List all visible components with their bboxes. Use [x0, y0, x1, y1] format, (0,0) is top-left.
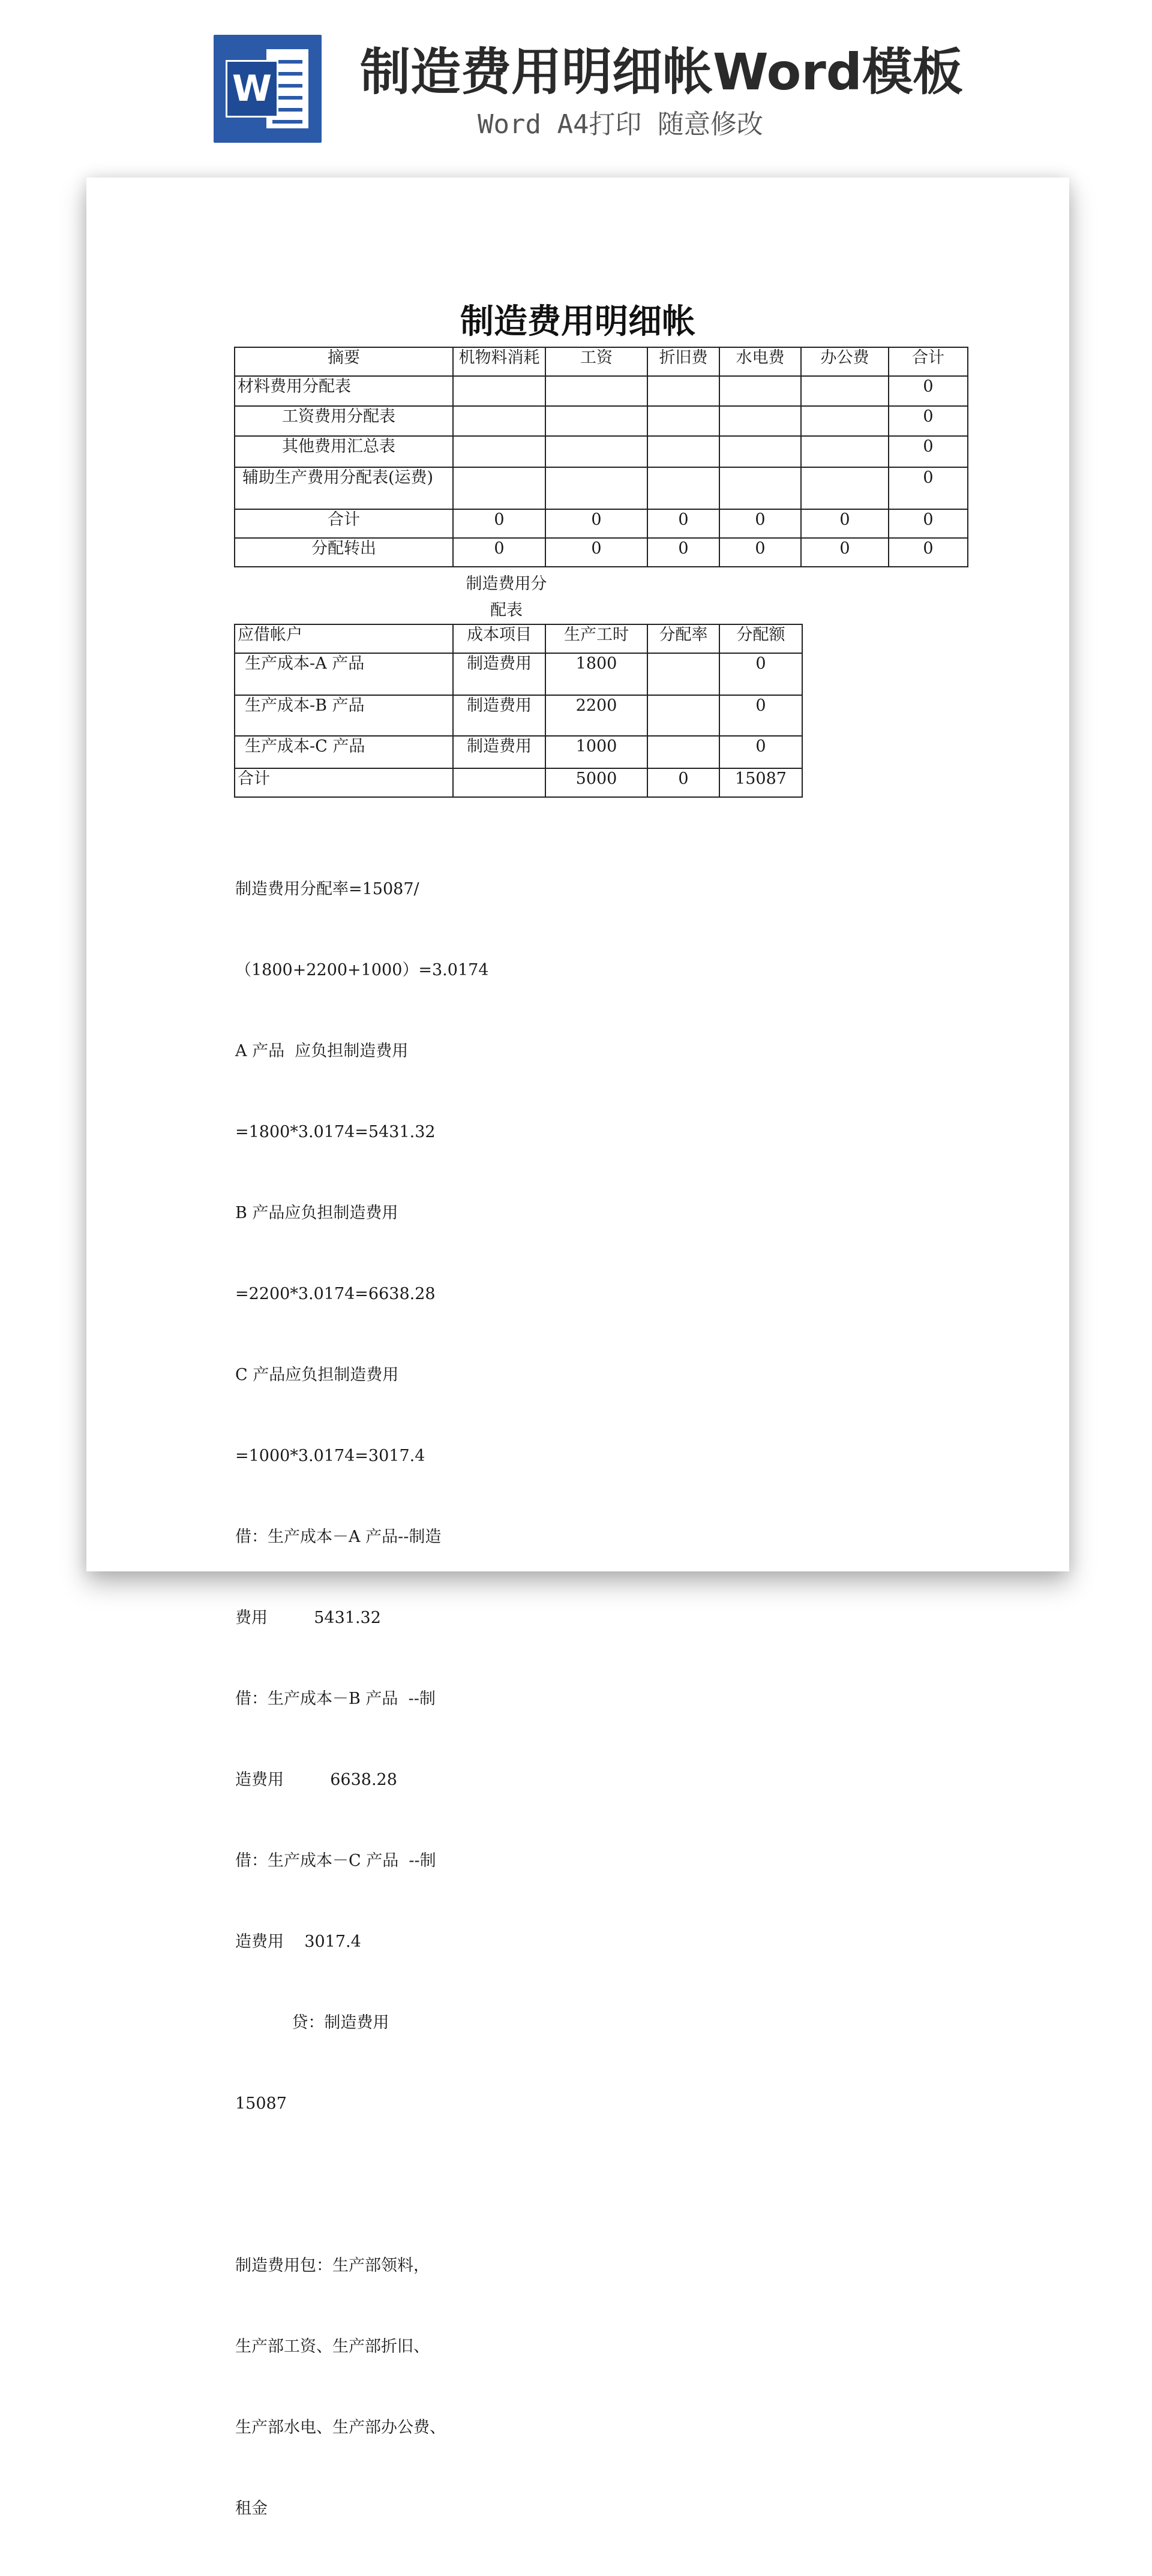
table-cell: 生产成本-C 产品 — [235, 736, 453, 768]
header-cell: 办公费 — [801, 347, 889, 376]
table-cell — [647, 406, 719, 436]
table-cell — [453, 376, 545, 406]
banner — [0, 0, 1152, 156]
word-icon-letter: W — [232, 68, 272, 110]
note-line: 费用 5431.32 — [235, 1609, 381, 1627]
table-row — [235, 538, 968, 567]
document-title: 制造费用明细帐 — [460, 302, 695, 341]
note-line: 借：生产成本－A 产品--制造 — [235, 1528, 442, 1546]
table-row — [235, 736, 802, 768]
table-cell: 0 — [719, 538, 801, 567]
caption-line: 制造费用分 — [466, 575, 547, 593]
note-line: =2200*3.0174=6638.28 — [235, 1285, 436, 1303]
table-cell: 生产成本-A 产品 — [235, 653, 453, 695]
table-row — [235, 406, 968, 436]
table-cell: 0 — [647, 538, 719, 567]
header-cell: 分配额 — [719, 624, 802, 653]
note-line: 制造费用分配率=15087/ — [235, 880, 419, 898]
table-cell — [453, 436, 545, 467]
table-cell — [453, 768, 545, 797]
table-row — [235, 653, 802, 695]
table-cell — [801, 376, 889, 406]
note-line: 制造费用包：生产部领料， — [235, 2256, 430, 2275]
note-line: 租金 — [235, 2499, 268, 2518]
allocation-notes — [235, 822, 571, 2576]
table-cell — [801, 467, 889, 509]
table-cell: 合计 — [235, 768, 453, 797]
note-spacer — [235, 2171, 571, 2198]
table-cell — [453, 467, 545, 509]
table-cell: 0 — [719, 695, 802, 736]
table-cell: 0 — [647, 509, 719, 538]
note-line: 借：生产成本－C 产品 --制 — [235, 1851, 436, 1870]
banner-subtitle: Word A4打印 随意修改 — [478, 109, 763, 140]
table-row — [235, 376, 968, 406]
table-cell: 辅助生产费用分配表(运费) — [235, 467, 453, 509]
table-cell — [719, 467, 801, 509]
table-cell — [647, 736, 719, 768]
header-cell: 生产工时 — [545, 624, 647, 653]
table-cell — [647, 695, 719, 736]
table-cell: 1800 — [545, 653, 647, 695]
table-row — [235, 768, 802, 797]
table-cell: 制造费用 — [453, 653, 545, 695]
table-cell — [647, 653, 719, 695]
table-row — [235, 467, 968, 509]
table-cell — [647, 467, 719, 509]
document-page — [86, 178, 1069, 2518]
note-line: 造费用 6638.28 — [235, 1771, 397, 1789]
table-cell — [719, 376, 801, 406]
header-cell: 摘要 — [235, 347, 453, 376]
table-cell: 15087 — [719, 768, 802, 797]
table-cell: 5000 — [545, 768, 647, 797]
allocation-table-caption — [446, 571, 566, 624]
table-cell: 0 — [719, 509, 801, 538]
table-cell — [647, 436, 719, 467]
table-cell: 0 — [545, 538, 647, 567]
table-cell: 0 — [889, 467, 968, 509]
table-cell — [545, 467, 647, 509]
table-cell: 0 — [719, 736, 802, 768]
table-cell — [545, 436, 647, 467]
table-cell: 材料费用分配表 — [235, 376, 453, 406]
note-line: =1000*3.0174=3017.4 — [235, 1447, 425, 1465]
table-row — [235, 436, 968, 467]
note-line: B 产品应负担制造费用 — [235, 1204, 398, 1222]
word-icon-tile — [226, 60, 278, 118]
table-cell — [545, 376, 647, 406]
table-cell — [647, 376, 719, 406]
table-cell: 0 — [889, 436, 968, 467]
table-cell: 0 — [453, 509, 545, 538]
note-line: （1800+2200+1000）=3.0174 — [235, 961, 489, 979]
table-cell: 2200 — [545, 695, 647, 736]
table-cell: 0 — [647, 768, 719, 797]
header-cell: 应借帐户 — [235, 624, 453, 653]
table-cell — [719, 436, 801, 467]
table-cell: 0 — [889, 509, 968, 538]
word-icon — [214, 35, 322, 143]
note-line: 造费用 3017.4 — [235, 1932, 361, 1951]
table-header-row — [235, 347, 968, 376]
allocation-table — [234, 624, 803, 798]
header-cell: 分配率 — [647, 624, 719, 653]
table-row — [235, 509, 968, 538]
note-line: 借：生产成本－B 产品 --制 — [235, 1690, 436, 1708]
header-cell: 合计 — [889, 347, 968, 376]
caption-line: 配表 — [490, 601, 523, 620]
note-line: A 产品 应负担制造费用 — [235, 1042, 409, 1060]
table-row — [235, 695, 802, 736]
header-cell: 成本项目 — [453, 624, 545, 653]
note-line: 贷：制造费用 — [235, 2013, 389, 2032]
table-cell: 0 — [719, 653, 802, 695]
table-header-row — [235, 624, 802, 653]
header-cell: 工资 — [545, 347, 647, 376]
table-cell: 生产成本-B 产品 — [235, 695, 453, 736]
overhead-ledger-table — [234, 347, 968, 567]
table-cell: 工资费用分配表 — [235, 406, 453, 436]
table-cell — [801, 436, 889, 467]
table-cell — [453, 406, 545, 436]
table-cell: 合计 — [235, 509, 453, 538]
table-cell — [545, 406, 647, 436]
table-cell: 0 — [801, 509, 889, 538]
table-cell — [719, 406, 801, 436]
note-line: =1800*3.0174=5431.32 — [235, 1123, 436, 1141]
header-cell: 水电费 — [719, 347, 801, 376]
table-cell: 0 — [889, 376, 968, 406]
note-line: 生产部工资、生产部折旧、 — [235, 2337, 430, 2356]
table-cell: 0 — [889, 538, 968, 567]
table-cell: 0 — [453, 538, 545, 567]
note-line: C 产品应负担制造费用 — [235, 1366, 399, 1384]
note-line: 生产部水电、生产部办公费、 — [235, 2418, 446, 2437]
table-cell: 0 — [545, 509, 647, 538]
table-cell: 制造费用 — [453, 695, 545, 736]
header-cell: 机物料消耗 — [453, 347, 545, 376]
table-cell: 其他费用汇总表 — [235, 436, 453, 467]
table-cell: 1000 — [545, 736, 647, 768]
header-cell: 折旧费 — [647, 347, 719, 376]
table-cell — [801, 406, 889, 436]
table-cell: 0 — [801, 538, 889, 567]
table-cell: 0 — [889, 406, 968, 436]
table-cell: 制造费用 — [453, 736, 545, 768]
note-line: 15087 — [235, 2094, 287, 2113]
table-cell: 分配转出 — [235, 538, 453, 567]
banner-title: 制造费用明细帐Word模板 — [360, 43, 963, 101]
